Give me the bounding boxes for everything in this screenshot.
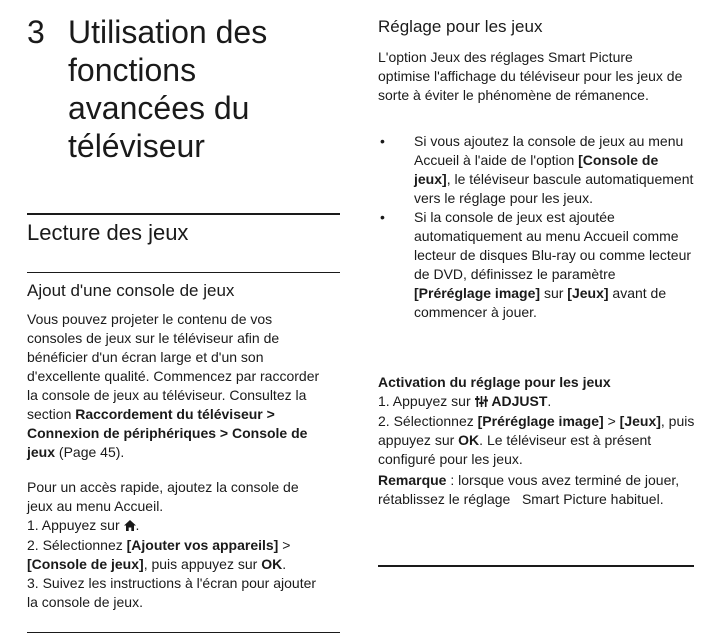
paragraph-gaming-intro: L'option Jeux des réglages Smart Picture optimise l'affichage du téléviseur pour les jeux de sorte à éviter le phénomène de rémanence.: [378, 49, 683, 103]
subsection-title-gaming: Réglage pour les jeux: [378, 17, 543, 36]
adjust-icon: [475, 393, 488, 412]
section-title: Lecture des jeux: [27, 220, 189, 245]
right-bottom-rule: [378, 565, 694, 567]
bullet-item-1: • Si vous ajoutez la console de jeux au menu Accueil à l'aide de l'option [Console de jeux], le téléviseur bascule automatiquement vers le réglage pour les jeux.: [380, 133, 694, 206]
subsection-rule: [27, 272, 340, 273]
chapter-title: Utilisation des fonctions avancées du téléviseur: [68, 14, 268, 164]
paragraph-console-intro: Vous pouvez projeter le contenu de vos consoles de jeux sur le téléviseur afin de bénéficier d'un écran large et d'un son d'excellente qualité. Commencez par raccorder la console de jeux au téléviseur. Consultez la section Raccordement du téléviseur > Connexion de périphériques > Console de jeux (Page 45).: [27, 311, 320, 460]
step-2: 2. Sélectionnez [Ajouter vos appareils] > [Console de jeux], puis appuyez sur OK.: [27, 537, 291, 572]
paragraph-quick-access: Pour un accès rapide, ajoutez la console de jeux au menu Accueil. 1. Appuyez sur . 2. Sélectionnez [Ajouter vos appareils] > [Console de jeux], puis appuyez sur OK. 3. Suivez les instructions à l'écran pour ajouter la console de jeux.: [27, 478, 327, 612]
activation-title: Activation du réglage pour les jeux: [378, 374, 611, 390]
remark: Remarque : lorsque vous avez terminé de jouer, rétablissez le réglage Smart Picture habituel.: [378, 472, 684, 507]
home-icon: [124, 517, 136, 536]
bullet-list: [378, 132, 696, 322]
step-1: 1. Appuyez sur .: [27, 516, 327, 536]
section-rule-top: [27, 213, 340, 215]
activation-step-1: 1. Appuyez sur ADJUST.: [378, 392, 698, 412]
chapter-number: 3: [27, 14, 45, 50]
activation-step-2: 2. Sélectionnez [Préréglage image] > [Jeux], puis appuyez sur OK. Le téléviseur est à présent configuré pour les jeux.: [378, 413, 695, 467]
step-3: 3. Suivez les instructions à l'écran pour ajouter la console de jeux.: [27, 575, 317, 610]
bullet-dot: •: [380, 209, 385, 225]
left-bottom-rule: [27, 632, 340, 633]
bold-reference: Raccordement du téléviseur > Connexion de périphériques > Console de jeux: [27, 406, 308, 460]
bullet-item-2: • Si la console de jeux est ajoutée automatiquement au menu Accueil comme lecteur de disques Blu-ray ou comme lecteur de DVD, définissez le paramètre [Préréglage image] sur [Jeux] avant de commencer à jouer.: [380, 209, 692, 320]
bullet-dot: •: [380, 133, 385, 149]
subsection-title-console: Ajout d'une console de jeux: [27, 281, 235, 300]
activation-block: [378, 373, 698, 509]
